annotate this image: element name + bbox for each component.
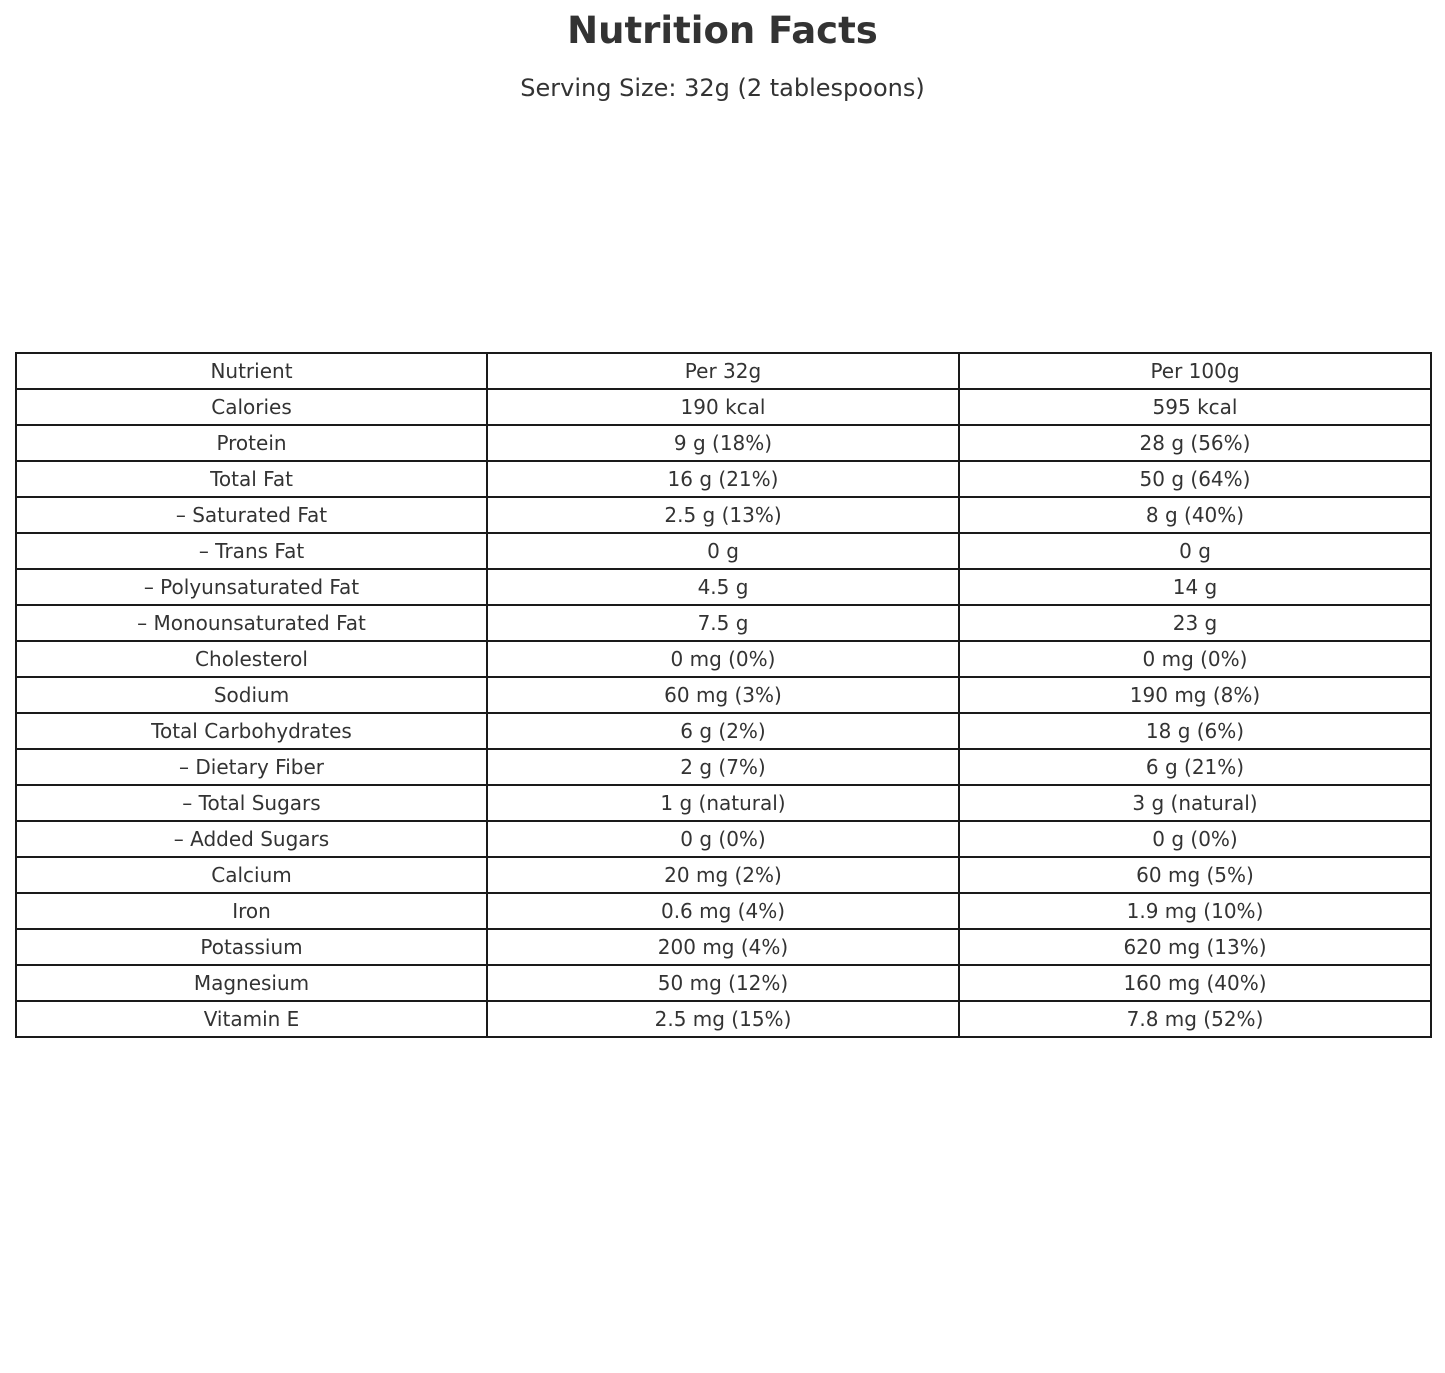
nutrient-name-cell: – Polyunsaturated Fat [16, 569, 487, 605]
nutrient-name-cell: Potassium [16, 929, 487, 965]
table-row [16, 821, 1431, 857]
table-row [16, 677, 1431, 713]
nutrient-name-cell: – Monounsaturated Fat [16, 605, 487, 641]
per-100g-value-cell: 190 mg (8%) [959, 677, 1431, 713]
chart-title: Nutrition Facts [567, 9, 878, 52]
per-100g-value-cell: 60 mg (5%) [959, 857, 1431, 893]
nutrient-name-cell: – Added Sugars [16, 821, 487, 857]
nutrient-name-cell: Total Fat [16, 461, 487, 497]
table-row [16, 461, 1431, 497]
nutrient-name-cell: – Trans Fat [16, 533, 487, 569]
nutrient-name-cell: – Total Sugars [16, 785, 487, 821]
per-32g-value-cell: 4.5 g [487, 569, 959, 605]
nutrition-table-body [16, 353, 1431, 1037]
nutrient-name-cell: – Saturated Fat [16, 497, 487, 533]
column-header-per-32g: Per 32g [487, 353, 959, 389]
per-32g-value-cell: 2.5 mg (15%) [487, 1001, 959, 1037]
table-row [16, 929, 1431, 965]
per-100g-value-cell: 23 g [959, 605, 1431, 641]
per-32g-value-cell: 6 g (2%) [487, 713, 959, 749]
per-32g-value-cell: 60 mg (3%) [487, 677, 959, 713]
per-32g-value-cell: 0.6 mg (4%) [487, 893, 959, 929]
per-100g-value-cell: 1.9 mg (10%) [959, 893, 1431, 929]
per-32g-value-cell: 2.5 g (13%) [487, 497, 959, 533]
per-32g-value-cell: 190 kcal [487, 389, 959, 425]
per-32g-value-cell: 0 g [487, 533, 959, 569]
column-header-nutrient: Nutrient [16, 353, 487, 389]
nutrient-name-cell: Vitamin E [16, 1001, 487, 1037]
per-100g-value-cell: 50 g (64%) [959, 461, 1431, 497]
table-row [16, 749, 1431, 785]
per-100g-value-cell: 595 kcal [959, 389, 1431, 425]
table-row [16, 641, 1431, 677]
per-32g-value-cell: 0 g (0%) [487, 821, 959, 857]
nutrient-name-cell: Cholesterol [16, 641, 487, 677]
nutrient-name-cell: – Dietary Fiber [16, 749, 487, 785]
table-row [16, 893, 1431, 929]
per-100g-value-cell: 7.8 mg (52%) [959, 1001, 1431, 1037]
per-32g-value-cell: 200 mg (4%) [487, 929, 959, 965]
nutrient-name-cell: Magnesium [16, 965, 487, 1001]
column-header-per-100g: Per 100g [959, 353, 1431, 389]
table-row [16, 713, 1431, 749]
per-32g-value-cell: 20 mg (2%) [487, 857, 959, 893]
table-row [16, 389, 1431, 425]
table-row [16, 569, 1431, 605]
per-100g-value-cell: 620 mg (13%) [959, 929, 1431, 965]
per-100g-value-cell: 14 g [959, 569, 1431, 605]
nutrient-name-cell: Calories [16, 389, 487, 425]
per-100g-value-cell: 8 g (40%) [959, 497, 1431, 533]
per-32g-value-cell: 2 g (7%) [487, 749, 959, 785]
nutrition-table [15, 352, 1432, 1038]
table-row [16, 785, 1431, 821]
nutrient-name-cell: Iron [16, 893, 487, 929]
chart-subtitle: Serving Size: 32g (2 tablespoons) [520, 74, 925, 102]
nutrient-name-cell: Protein [16, 425, 487, 461]
table-row [16, 425, 1431, 461]
table-row [16, 857, 1431, 893]
table-row [16, 533, 1431, 569]
table-row [16, 497, 1431, 533]
per-100g-value-cell: 0 g (0%) [959, 821, 1431, 857]
per-100g-value-cell: 3 g (natural) [959, 785, 1431, 821]
per-32g-value-cell: 1 g (natural) [487, 785, 959, 821]
per-32g-value-cell: 9 g (18%) [487, 425, 959, 461]
per-32g-value-cell: 50 mg (12%) [487, 965, 959, 1001]
per-100g-value-cell: 0 mg (0%) [959, 641, 1431, 677]
nutrient-name-cell: Calcium [16, 857, 487, 893]
table-row [16, 605, 1431, 641]
table-row [16, 1001, 1431, 1037]
nutrient-name-cell: Total Carbohydrates [16, 713, 487, 749]
table-header-row [16, 353, 1431, 389]
per-32g-value-cell: 0 mg (0%) [487, 641, 959, 677]
per-32g-value-cell: 16 g (21%) [487, 461, 959, 497]
per-100g-value-cell: 18 g (6%) [959, 713, 1431, 749]
per-32g-value-cell: 7.5 g [487, 605, 959, 641]
per-100g-value-cell: 160 mg (40%) [959, 965, 1431, 1001]
nutrient-name-cell: Sodium [16, 677, 487, 713]
per-100g-value-cell: 28 g (56%) [959, 425, 1431, 461]
table-row [16, 965, 1431, 1001]
per-100g-value-cell: 6 g (21%) [959, 749, 1431, 785]
per-100g-value-cell: 0 g [959, 533, 1431, 569]
